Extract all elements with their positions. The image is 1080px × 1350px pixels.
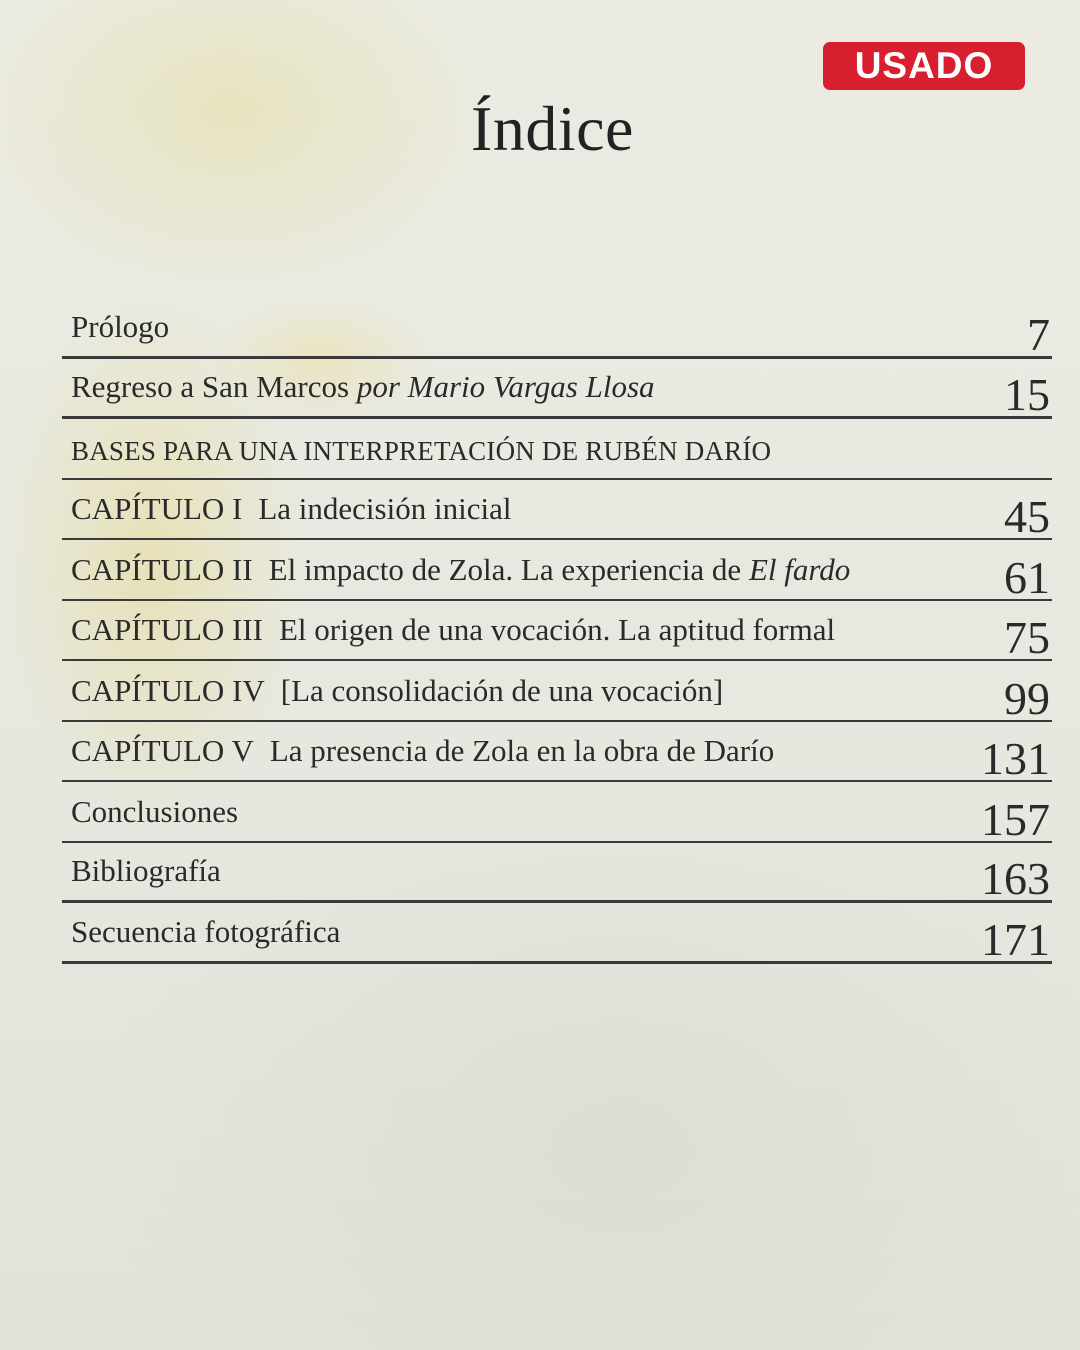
toc-entry-conclusiones (62, 782, 1052, 843)
chapter-title: La presencia de Zola en la obra de Darío (269, 733, 775, 768)
toc-page-number: 7 (1027, 308, 1050, 360)
toc-entry-label: Prólogo (71, 308, 170, 344)
toc-entry-label: Bibliografía (71, 853, 221, 888)
toc-page-number: 45 (1004, 491, 1050, 542)
chapter-number: CAPÍTULO III (71, 612, 263, 647)
used-badge: USADO (823, 42, 1025, 90)
toc-entry-capitulo-5 (62, 722, 1052, 783)
toc-entry-label: Conclusiones (71, 793, 239, 829)
toc-entry-bibliografia (62, 843, 1052, 904)
chapter-number: CAPÍTULO II (71, 551, 253, 587)
toc-entry-prologo (62, 298, 1052, 359)
toc-entry-title: Regreso a San Marcos (71, 369, 350, 404)
toc-entry-label: Secuencia fotográfica (71, 913, 341, 949)
toc-entry-label (71, 673, 723, 709)
toc-entry-regreso (62, 359, 1052, 420)
toc-entry-label (71, 612, 835, 648)
toc-page-number: 157 (981, 793, 1050, 845)
toc-entry-capitulo-3 (62, 601, 1052, 662)
toc-entry-secuencia (62, 903, 1052, 964)
toc-entry-capitulo-2 (62, 540, 1052, 601)
toc-page-number: 171 (981, 913, 1050, 965)
chapter-title: La indecisión inicial (258, 491, 512, 526)
toc-entry-label (71, 369, 655, 405)
chapter-number: CAPÍTULO IV (71, 672, 265, 708)
toc-entry-author: por Mario Vargas Llosa (356, 369, 655, 404)
page-title: Índice (471, 93, 634, 164)
toc-entry-label (71, 552, 850, 588)
toc-page-number: 15 (1004, 369, 1050, 420)
toc-page-number: 75 (1004, 612, 1050, 663)
chapter-title: El origen de una vocación. La aptitud formal (279, 612, 836, 647)
toc-page-number: 163 (981, 853, 1050, 904)
chapter-number: CAPÍTULO V (71, 733, 254, 768)
toc-page-number: 61 (1004, 551, 1050, 603)
chapter-title: [La consolidación de una vocación] (280, 672, 724, 708)
chapter-number: CAPÍTULO I (71, 491, 243, 526)
toc-entry-label (71, 733, 774, 769)
toc-page-number: 131 (981, 733, 1050, 784)
chapter-title-italic: El fardo (748, 551, 851, 587)
table-of-contents (62, 298, 1052, 964)
section-heading-label: BASES PARA UNA INTERPRETACIÓN DE RUBÉN DARÍO (71, 435, 772, 466)
chapter-title: El impacto de Zola. La experiencia de (268, 551, 742, 587)
toc-entry-label (71, 491, 511, 527)
toc-page-number: 99 (1004, 672, 1050, 724)
toc-entry-capitulo-4 (62, 661, 1052, 722)
toc-section-heading (62, 419, 1052, 480)
toc-entry-capitulo-1 (62, 480, 1052, 541)
